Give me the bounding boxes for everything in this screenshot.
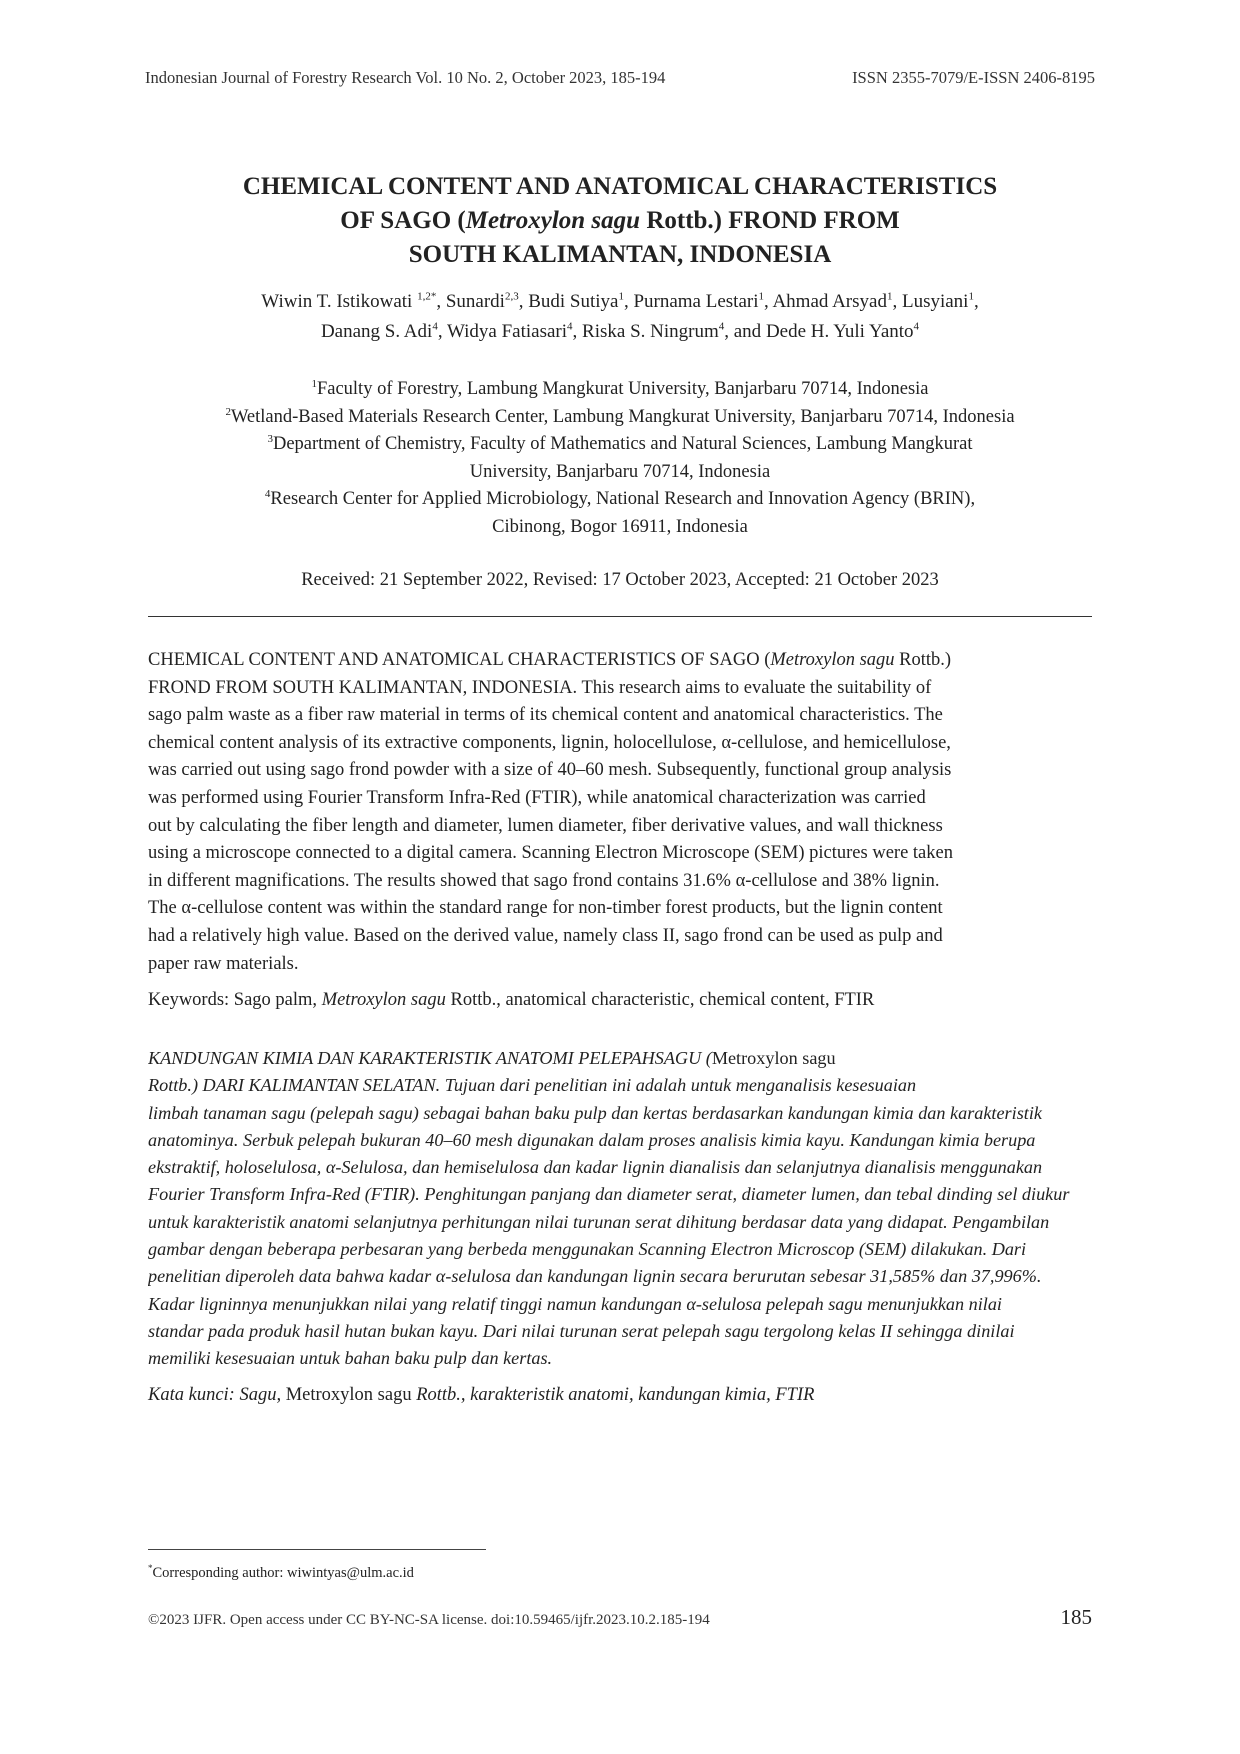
keywords-text: Rottb., anatomical characteristic, chemical content, FTIR [445, 990, 875, 1010]
header-divider [148, 616, 1092, 617]
title-text: Rottb.) FROND FROM [640, 207, 900, 234]
license-doi: ©2023 IJFR. Open access under CC BY-NC-SA license. doi:10.59465/ijfr.2023.10.2.185-194 [148, 1612, 710, 1628]
author-sep: , [892, 291, 902, 312]
author-line-2 [150, 317, 1090, 347]
kata-kunci-text: Kata kunci: Sagu, [148, 1385, 286, 1405]
abstrak-line: Kadar ligninnya menunjukkan nilai yang relatif tinggi namun kandungan α-selulosa pelepah sagu menunjukkan nilai [148, 1293, 1002, 1314]
abstract-line: paper raw materials. [148, 953, 299, 974]
affil-text: Research Center for Applied Microbiology, National Research and Innovation Agency (BRIN), [270, 489, 976, 509]
abstrak-line: penelitian diperoleh data bahwa kadar α-selulosa dan kandungan lignin secara berurutan sebesar 31,585% dan 37,996%. [148, 1266, 1042, 1287]
author-affil-mark: 4 [432, 320, 438, 333]
page-footer [148, 1605, 1092, 1630]
author-affil-mark: 4 [567, 320, 573, 333]
footnote-mark: * [148, 1563, 153, 1574]
abstract-text: CHEMICAL CONTENT AND ANATOMICAL CHARACTERISTICS OF SAGO ( [148, 650, 771, 670]
keywords-species: Metroxylon sagu [321, 990, 446, 1010]
kata-kunci-species: Metroxylon sagu [285, 1385, 412, 1405]
affiliation-list [130, 376, 1110, 541]
keywords [148, 990, 1092, 1011]
footnote-text: Corresponding author: wiwintyas@ulm.ac.id [152, 1565, 414, 1581]
running-header [145, 68, 1095, 88]
affiliation [130, 376, 1110, 404]
author-affil-mark: 1 [758, 290, 764, 303]
affil-text: Faculty of Forestry, Lambung Mangkurat University, Banjarbaru 70714, Indonesia [316, 379, 929, 399]
abstract-line: sago palm waste as a fiber raw material in terms of its chemical content and anatomical characteristics. The [148, 705, 943, 726]
affil-mark: 3 [267, 432, 273, 445]
author-line-1 [150, 287, 1090, 317]
abstract-line: in different magnifications. The results showed that sago frond contains 31.6% α-cellulose and 38% lignin. [148, 870, 940, 891]
abstract-line: was carried out using sago frond powder with a size of 40–60 mesh. Subsequently, functional group analysis [148, 760, 952, 781]
abstract-line: had a relatively high value. Based on the derived value, namely class II, sago frond can be used as pulp and [148, 925, 943, 946]
author-name: Lusyiani [901, 291, 969, 312]
abstrak-line: ekstraktif, holoselulosa, α-Selulosa, dan hemiselulosa dan kadar lignin dianalisis dan selanjutnya dianalisis menggunakan [148, 1157, 1043, 1178]
abstrak-line: limbah tanaman sagu (pelepah sagu) sebagai bahan baku pulp dan kertas berdasarkan kandungan kimia dan karakteristik [148, 1102, 1042, 1123]
abstract-english [148, 647, 1092, 978]
author-affil-mark: 4 [913, 320, 920, 333]
affiliation [130, 514, 1110, 542]
abstract-text: Rottb.) [894, 650, 952, 670]
kata-kunci-text: Rottb., karakteristik anatomi, kandungan kimia, FTIR [411, 1385, 815, 1405]
abstrak-line: anatominya. Serbuk pelepah bukuran 40–60 mesh digunakan dalam proses analisis kimia kayu. Kandungan kimia berupa [148, 1129, 1036, 1150]
author-name: Riska S. Ningrum [582, 321, 719, 342]
author-name: Wiwin T. Istikowati [261, 291, 418, 312]
article-title [150, 170, 1090, 272]
abstract-line: The α-cellulose content was within the standard range for non-timber forest products, but the lignin content [148, 898, 943, 919]
affil-text: Wetland-Based Materials Research Center, Lambung Mangkurat University, Banjarbaru 70714, Indonesia [230, 406, 1015, 427]
kata-kunci [148, 1385, 1092, 1406]
abstract-species: Metroxylon sagu [770, 650, 895, 670]
author-sep: , and [724, 321, 766, 342]
abstract-line [148, 647, 1092, 675]
author-sep: , [437, 321, 447, 342]
journal-citation: Indonesian Journal of Forestry Research Vol. 10 No. 2, October 2023, 185-194 [145, 68, 666, 87]
abstract-line: out by calculating the fiber length and diameter, lumen diameter, fiber derivative values, and wall thickness [148, 815, 943, 836]
affil-text: Department of Chemistry, Faculty of Mathematics and Natural Sciences, Lambung Mangkurat [272, 434, 973, 454]
title-line-3: SOUTH KALIMANTAN, INDONESIA [408, 241, 832, 268]
abstract-line: using a microscope connected to a digital camera. Scanning Electron Microscope (SEM) pictures were taken [148, 843, 953, 864]
author-affil-mark: 2,3 [504, 290, 519, 303]
author-affil-mark: 1 [886, 290, 893, 303]
author-name: Ahmad Arsyad [772, 291, 887, 312]
affil-text: University, Banjarbaru 70714, Indonesia [469, 461, 771, 482]
abstrak-line: Rottb.) DARI KALIMANTAN SELATAN. Tujuan dari penelitian ini adalah untuk menganalisis kesesuaian [148, 1075, 917, 1096]
author-affil-mark: 1,2* [417, 290, 437, 303]
abstract-line: was performed using Fourier Transform Infra-Red (FTIR), while anatomical characterization was carried [148, 787, 926, 808]
affil-mark: 2 [225, 405, 231, 418]
abstrak-text: KANDUNGAN KIMIA DAN KARAKTERISTIK ANATOMI PELEPAHSAGU ( [148, 1048, 712, 1068]
author-affil-mark: 1 [968, 290, 974, 303]
affiliation [130, 404, 1110, 432]
publication-dates: Received: 21 September 2022, Revised: 17 October 2023, Accepted: 21 October 2023 [301, 570, 939, 590]
author-sep: , [436, 291, 446, 312]
page-number: 185 [1060, 1605, 1092, 1629]
abstrak-line: Fourier Transform Infra-Red (FTIR). Penghitungan panjang dan diameter serat, diameter lumen, dan tebal dinding sel diukur [148, 1184, 1070, 1205]
affiliation [130, 486, 1110, 514]
abstract-indonesian [148, 1045, 1092, 1373]
corresponding-author-footnote [148, 1565, 414, 1582]
author-affil-mark: 4 [718, 320, 725, 333]
affiliation [130, 431, 1110, 459]
author-name: Budi Sutiya [528, 291, 619, 312]
abstract-line: chemical content analysis of its extractive components, lignin, holocellulose, α-cellulose, and hemicellulose, [148, 732, 951, 753]
abstrak-line [148, 1045, 1092, 1072]
affil-text: Cibinong, Bogor 16911, Indonesia [492, 516, 748, 537]
author-sep: , [623, 291, 634, 312]
abstrak-line: gambar dengan beberapa perbesaran yang berbeda menggunakan Scanning Electron Microscop (SEM) dilakukan. Dari [148, 1239, 1027, 1260]
author-name: Widya Fatiasari [446, 321, 568, 342]
issn: ISSN 2355-7079/E-ISSN 2406-8195 [852, 68, 1095, 87]
author-list [150, 287, 1090, 347]
affil-mark: 1 [311, 377, 317, 390]
abstrak-line: untuk karakteristik anatomi selanjutnya perhitungan nilai turunan serat dihitung berdasar data yang didapat. Pengambilan [148, 1211, 1050, 1232]
author-name: Danang S. Adi [320, 321, 433, 342]
title-line-1: CHEMICAL CONTENT AND ANATOMICAL CHARACTERISTICS [242, 173, 998, 200]
author-affil-mark: 1 [618, 290, 624, 303]
keywords-text: Keywords: Sago palm, [148, 990, 322, 1010]
abstract-line: FROND FROM SOUTH KALIMANTAN, INDONESIA. This research aims to evaluate the suitability of [148, 677, 932, 698]
abstrak-line: memiliki kesesuaian untuk bahan baku pulp dan kertas. [148, 1348, 553, 1369]
footnote-divider [148, 1549, 486, 1550]
author-sep: , [764, 291, 773, 312]
title-text: OF SAGO ( [340, 207, 466, 234]
abstrak-species: Metroxylon sagu [711, 1048, 836, 1068]
abstrak-line: standar pada produk hasil hutan bukan kayu. Dari nilai turunan serat pelepah sagu tergolong kelas II sehingga dinilai [148, 1320, 1015, 1341]
author-sep: , [572, 321, 583, 342]
author-name: Dede H. Yuli Yanto [765, 321, 914, 342]
affil-mark: 4 [264, 487, 271, 500]
author-sep: , [973, 291, 979, 312]
author-name: Sunardi [445, 291, 505, 312]
author-sep: , [518, 291, 529, 312]
affiliation [130, 459, 1110, 487]
author-name: Purnama Lestari [633, 291, 759, 312]
title-species: Metroxylon sagu [465, 207, 641, 234]
title-line-2 [150, 204, 1090, 238]
